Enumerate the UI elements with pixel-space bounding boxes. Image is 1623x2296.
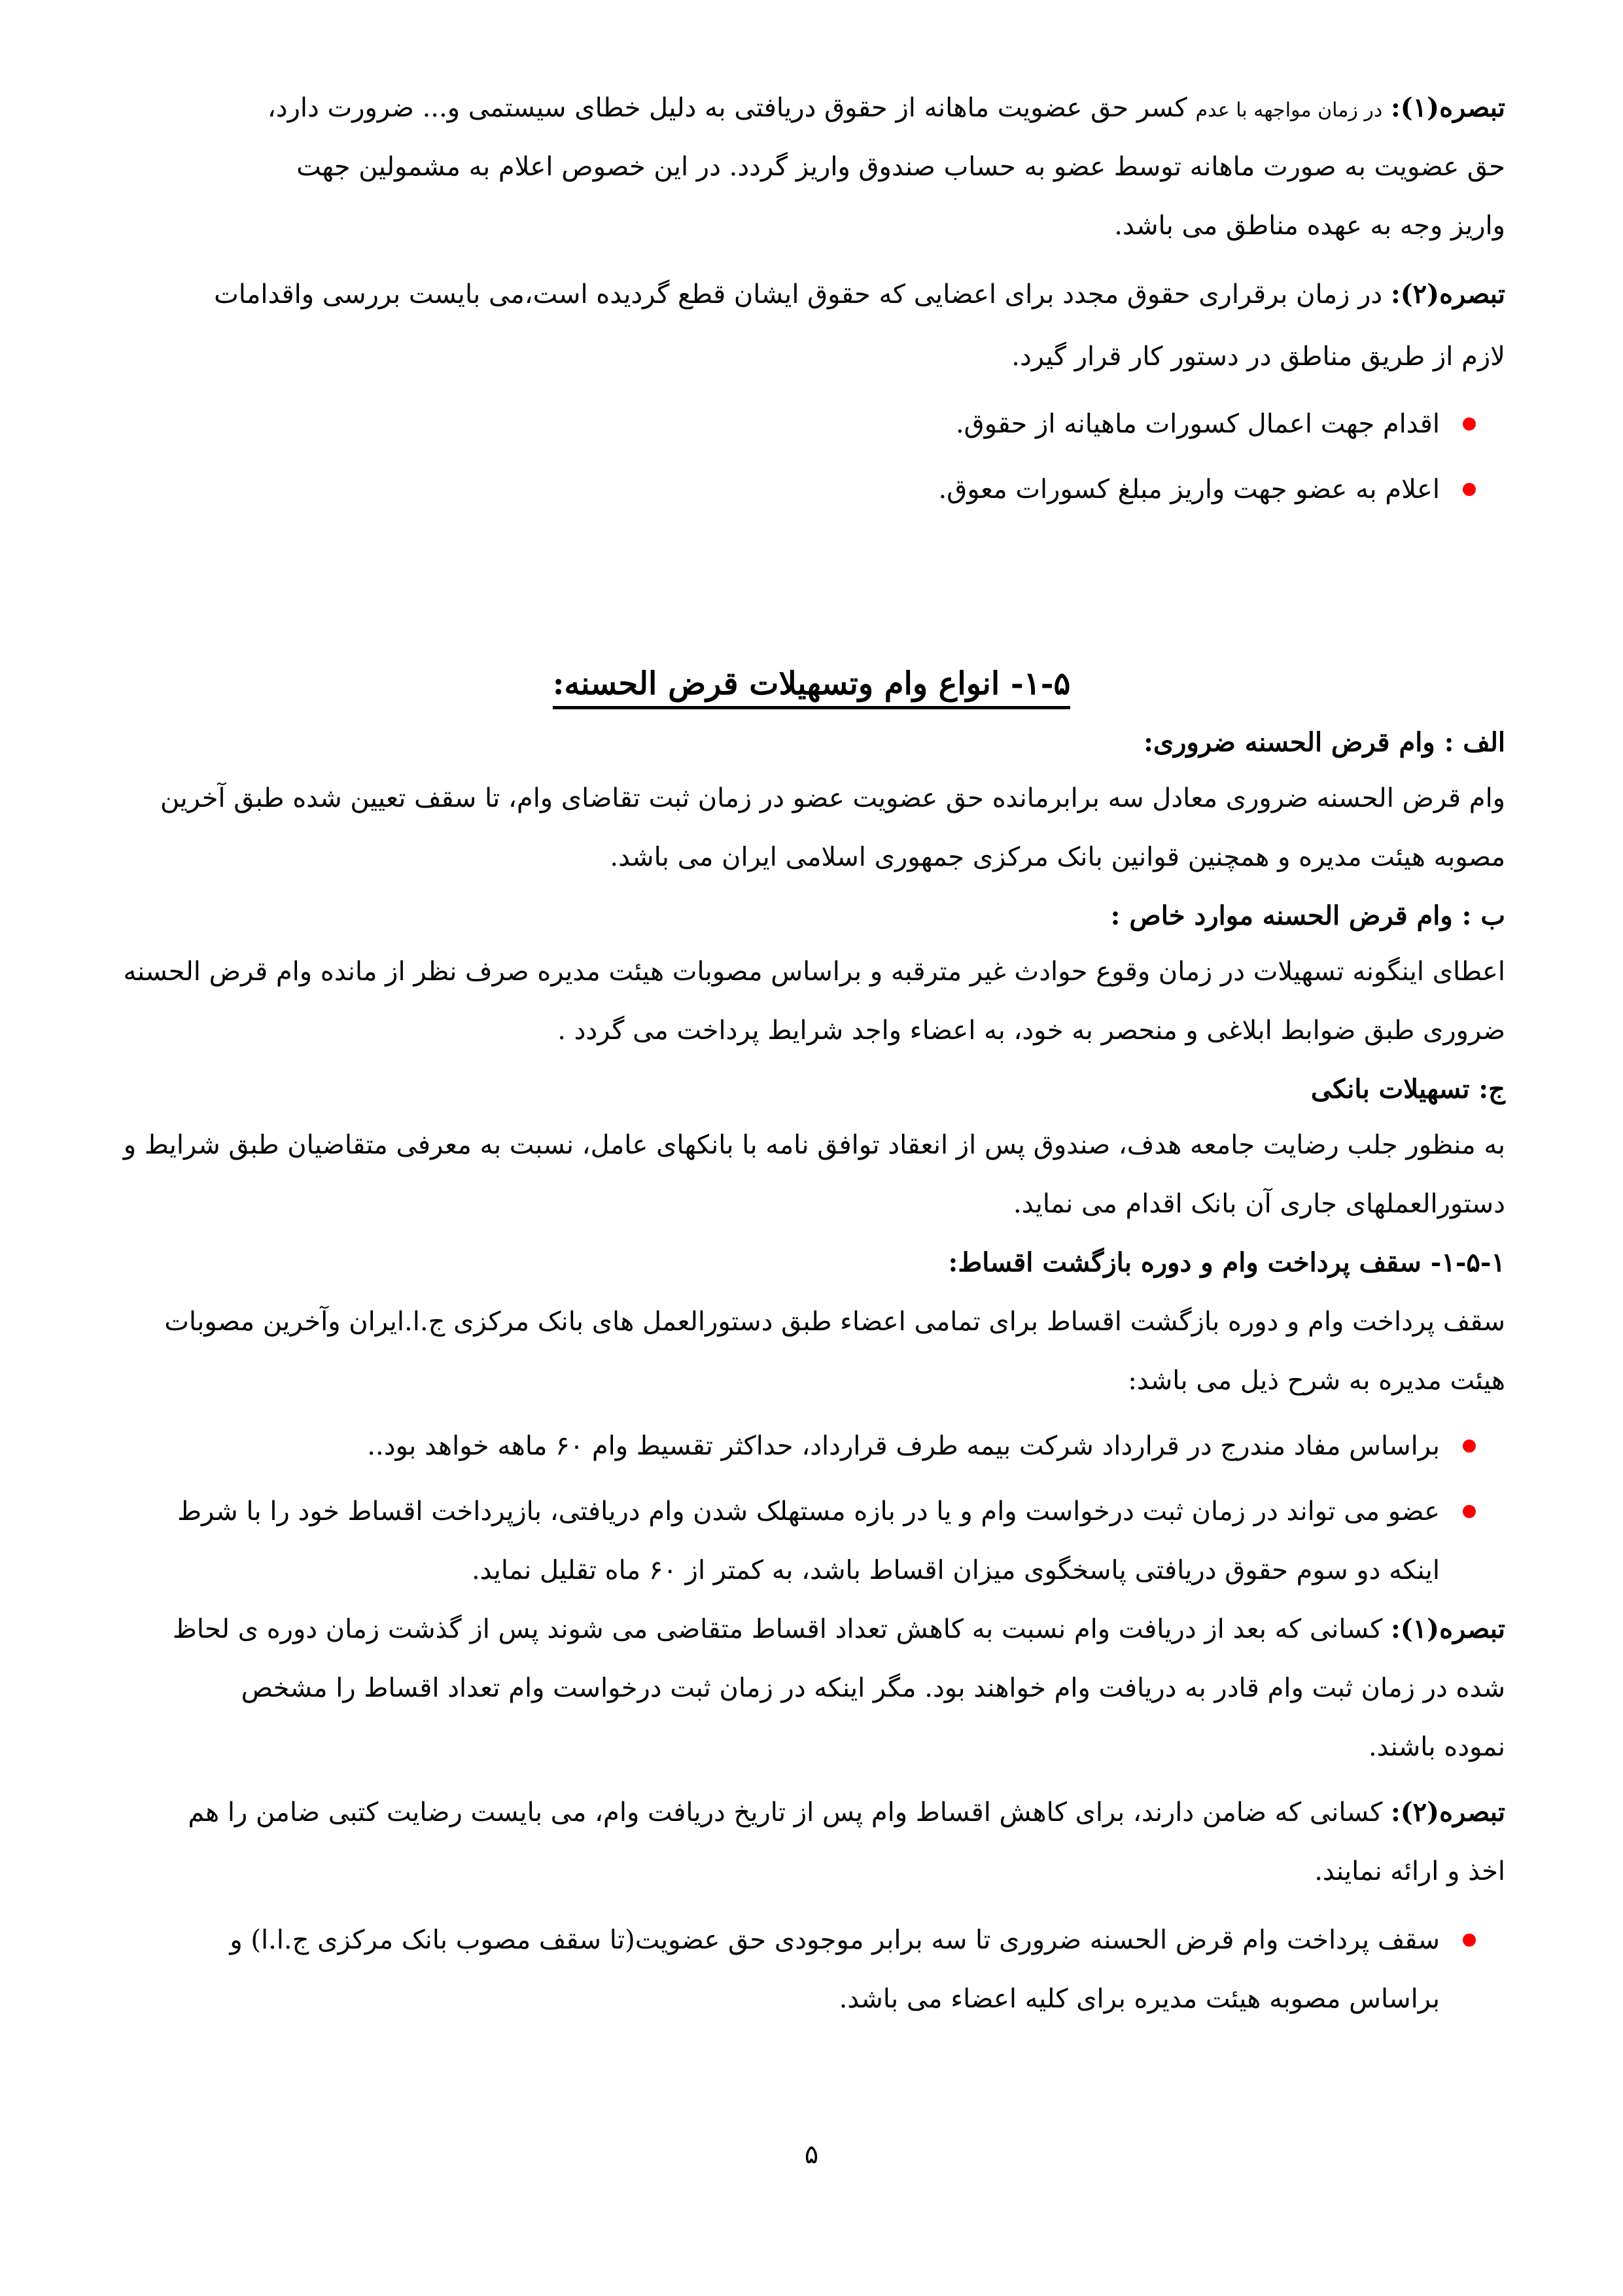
section-heading-text: ۱-۵- انواع وام وتسهیلات قرض الحسنه:: [553, 665, 1071, 709]
bullet-item: سقف پرداخت وام قرض الحسنه ضروری تا سه برابر موجودی حق عضویت(تا سقف مصوب بانک مرکزی ج.ا.ا) و: [230, 1925, 1440, 1955]
note-1-line-3: واریز وجه به عهده مناطق می باشد.: [1114, 211, 1505, 241]
page-number: ۵: [804, 2140, 819, 2170]
bullet-item: اعلام به عضو جهت واریز مبلغ کسورات معوق.: [938, 474, 1440, 504]
bullet-item: عضو می تواند در زمان ثبت درخواست وام و یا در بازه مستهلک شدن وام دریافتی، بازپرداخت اقساط خود را با شرط: [177, 1496, 1440, 1527]
note-text: کسر حق عضویت ماهانه از حقوق دریافتی به دلیل خطای سیستمی و... ضرورت دارد،: [267, 93, 1187, 123]
note-3-line-2: شده در زمان ثبت وام قادر به دریافت وام خواهند بود. مگر اینکه در زمان ثبت درخواست وام تعداد اقساط را مشخص: [241, 1673, 1505, 1703]
note-label: تبصره(۱):: [1390, 92, 1505, 123]
subsection-line-1: سقف پرداخت وام و دوره بازگشت اقساط برای تمامی اعضاء طبق دستورالعمل های بانک مرکزی ج.ا.ایران وآخرین مصوبات: [164, 1307, 1505, 1337]
section-b-title: ب : وام قرض الحسنه موارد خاص :: [1110, 900, 1505, 931]
subsection-line-2: هیئت مدیره به شرح ذیل می باشد:: [1128, 1366, 1505, 1396]
note-text: در زمان برقراری حقوق مجدد برای اعضایی که حقوق ایشان قطع گردیده است،می بایست بررسی واقدامات: [214, 279, 1383, 309]
section-b-line-1: اعطای اینگونه تسهیلات در زمان وقوع حوادث غیر مترقبه و براساس مصوبات هیئت مدیره صرف نظر از مانده وام قرض الحسنه: [123, 957, 1505, 987]
section-a-line-1: وام قرض الحسنه ضروری معادل سه برابرمانده حق عضویت عضو در زمان ثبت تقاضای وام، تا سقف تعیین شده طبق آخرین: [160, 783, 1505, 813]
bullet-icon: [1463, 1439, 1476, 1453]
section-a-title: الف : وام قرض الحسنه ضروری:: [1143, 727, 1505, 758]
note-2-line-2: لازم از طریق مناطق در دستور کار قرار گیرد.: [1011, 342, 1505, 372]
note-text: کسانی که بعد از دریافت وام نسبت به کاهش تعداد اقساط متقاضی می شوند پس از گذشت زمان دوره ی لحاظ: [172, 1614, 1383, 1644]
note-label: تبصره(۲):: [1390, 1797, 1505, 1828]
bullet-item-continuation: اینکه دو سوم حقوق دریافتی پاسخگوی میزان اقساط باشد، به کمتر از ۶۰ ماه تقلیل نماید.: [471, 1555, 1440, 1585]
section-heading: [118, 661, 1505, 707]
note-4-line-2: اخذ و ارائه نمایند.: [1314, 1856, 1505, 1886]
bullet-item: براساس مفاد مندرج در قرارداد شرکت بیمه طرف قرارداد، حداکثر تقسیط وام ۶۰ ماهه خواهد بود..: [367, 1431, 1440, 1461]
subsection-title: ۱-۵-۱- سقف پرداخت وام و دوره بازگشت اقساط:: [948, 1247, 1505, 1278]
note-intro: در زمان مواجهه با عدم: [1195, 99, 1383, 122]
section-c-title: ج: تسهیلات بانکی: [1310, 1074, 1505, 1104]
bullet-icon: [1463, 1934, 1476, 1947]
bullet-item-continuation: براساس مصوبه هیئت مدیره برای کلیه اعضاء می باشد.: [839, 1984, 1440, 2014]
bullet-icon: [1463, 1505, 1476, 1518]
section-c-line-1: به منظور جلب رضایت جامعه هدف، صندوق پس از انعقاد توافق نامه با بانکهای عامل، نسبت به معرفی متقاضیان طبق شرایط و: [123, 1130, 1505, 1160]
note-1-line-2: حق عضویت به صورت ماهانه توسط عضو به حساب صندوق واریز گردد. در این خصوص اعلام به مشمولین جهت: [296, 152, 1505, 182]
bullet-icon: [1463, 417, 1476, 431]
document-page: [118, 0, 1505, 2296]
bullet-item: اقدام جهت اعمال کسورات ماهیانه از حقوق.: [955, 409, 1440, 439]
note-label: تبصره(۱):: [1390, 1614, 1505, 1644]
note-label: تبصره(۲):: [1390, 279, 1505, 309]
bullet-icon: [1463, 483, 1476, 496]
note-3-line-1: [118, 1610, 1505, 1649]
section-b-line-2: ضروری طبق ضوابط ابلاغی و منحصر به خود، به اعضاء واجد شرایط پرداخت می گردد .: [557, 1016, 1505, 1046]
note-2-line-1: [118, 275, 1505, 314]
note-1-line-1: [118, 88, 1505, 130]
section-a-line-2: مصوبه هیئت مدیره و همچنین قوانین بانک مرکزی جمهوری اسلامی ایران می باشد.: [610, 842, 1505, 872]
note-text: کسانی که ضامن دارند، برای کاهش اقساط وام پس از تاریخ دریافت وام، می بایست رضایت کتبی ضامن را هم: [188, 1797, 1383, 1828]
note-3-line-3: نموده باشند.: [1368, 1732, 1505, 1762]
section-c-line-2: دستورالعملهای جاری آن بانک اقدام می نماید.: [1013, 1189, 1505, 1219]
note-4-line-1: [118, 1793, 1505, 1832]
